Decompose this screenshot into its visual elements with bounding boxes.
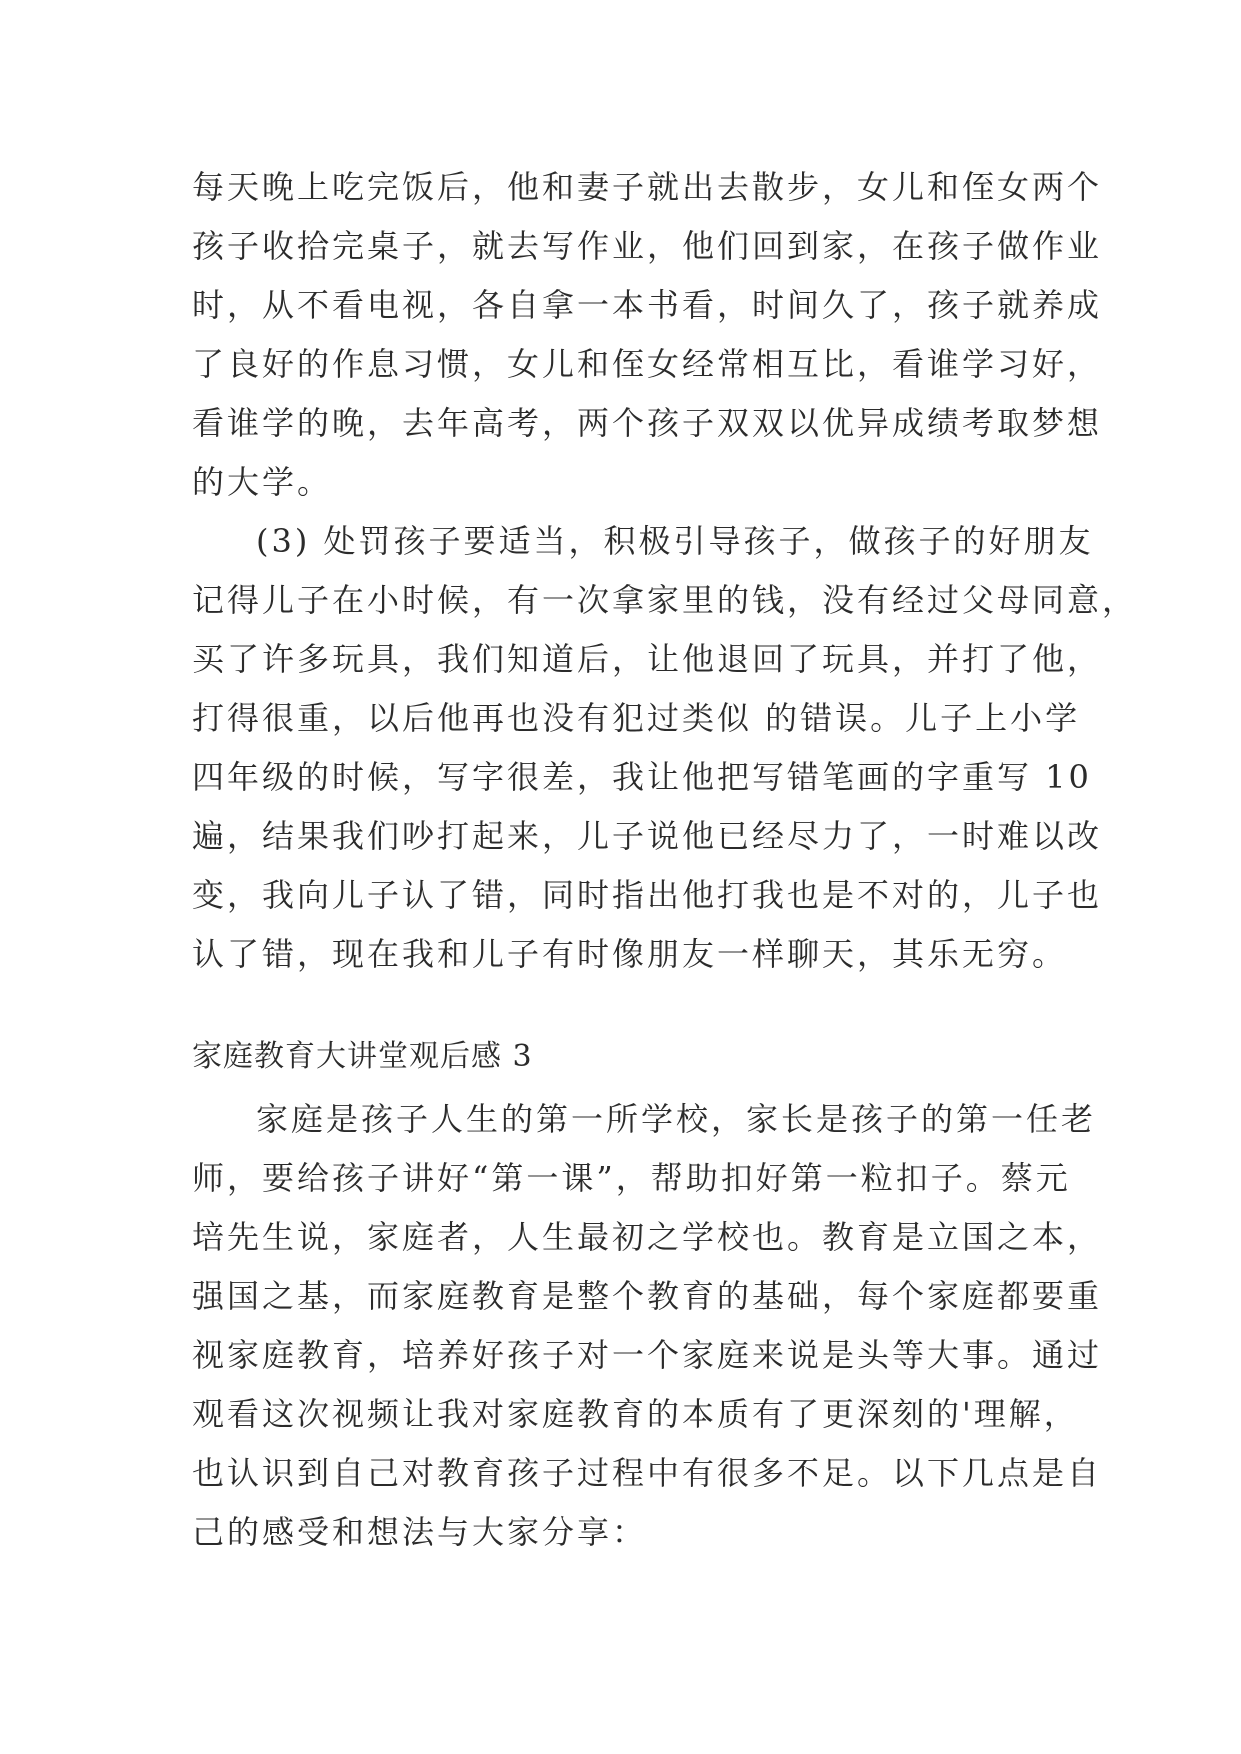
text-line: 打得很重，以后他再也没有犯过类似 的错误。儿子上小学 — [192, 699, 1081, 737]
text-line: 每天晚上吃完饭后，他和妻子就出去散步，女儿和侄女两个 — [192, 168, 1103, 206]
text-line: 了良好的作息习惯，女儿和侄女经常相互比，看谁学习好， — [192, 345, 1103, 383]
text-line: 也认识到自己对教育孩子过程中有很多不足。以下几点是自 — [192, 1454, 1103, 1492]
text-line: 孩子收拾完桌子，就去写作业，他们回到家，在孩子做作业 — [192, 227, 1103, 265]
text-line: 家庭是孩子人生的第一所学校，家长是孩子的第一任老 — [256, 1100, 1097, 1138]
section-heading: 家庭教育大讲堂观后感 3 — [192, 1039, 533, 1074]
text-line: 遍，结果我们吵打起来，儿子说他已经尽力了，一时难以改 — [192, 817, 1103, 855]
text-line: 师，要给孩子讲好“第一课”，帮助扣好第一粒扣子。蔡元 — [192, 1159, 1071, 1197]
text-line: 看谁学的晚，去年高考，两个孩子双双以优异成绩考取梦想 — [192, 404, 1103, 442]
text-line: 观看这次视频让我对家庭教育的本质有了更深刻的'理解， — [192, 1395, 1079, 1433]
paragraph-family-routine — [192, 158, 1103, 512]
text-line: 四年级的时候，写字很差，我让他把写错笔画的字重写 10 — [192, 758, 1092, 796]
text-line: 视家庭教育，培养好孩子对一个家庭来说是头等大事。通过 — [192, 1336, 1103, 1374]
paragraph-family-education — [192, 1090, 1103, 1562]
text-line: 变，我向儿子认了错，同时指出他打我也是不对的，儿子也 — [192, 876, 1103, 914]
text-line: 的大学。 — [192, 463, 333, 501]
text-line: 买了许多玩具，我们知道后，让他退回了玩具，并打了他， — [192, 640, 1103, 678]
text-line: 记得儿子在小时候，有一次拿家里的钱，没有经过父母同意， — [192, 581, 1138, 619]
text-line: 认了错，现在我和儿子有时像朋友一样聊天，其乐无穷。 — [192, 935, 1068, 973]
text-line: 强国之基，而家庭教育是整个教育的基础，每个家庭都要重 — [192, 1277, 1103, 1315]
text-line: 培先生说，家庭者，人生最初之学校也。教育是立国之本， — [192, 1218, 1103, 1256]
text-line: 己的感受和想法与大家分享： — [192, 1513, 648, 1551]
paragraph-punishment — [192, 512, 1138, 984]
text-line: 时，从不看电视，各自拿一本书看，时间久了，孩子就养成 — [192, 286, 1103, 324]
text-line: (3) 处罚孩子要适当，积极引导孩子，做孩子的好朋友 — [256, 522, 1094, 560]
